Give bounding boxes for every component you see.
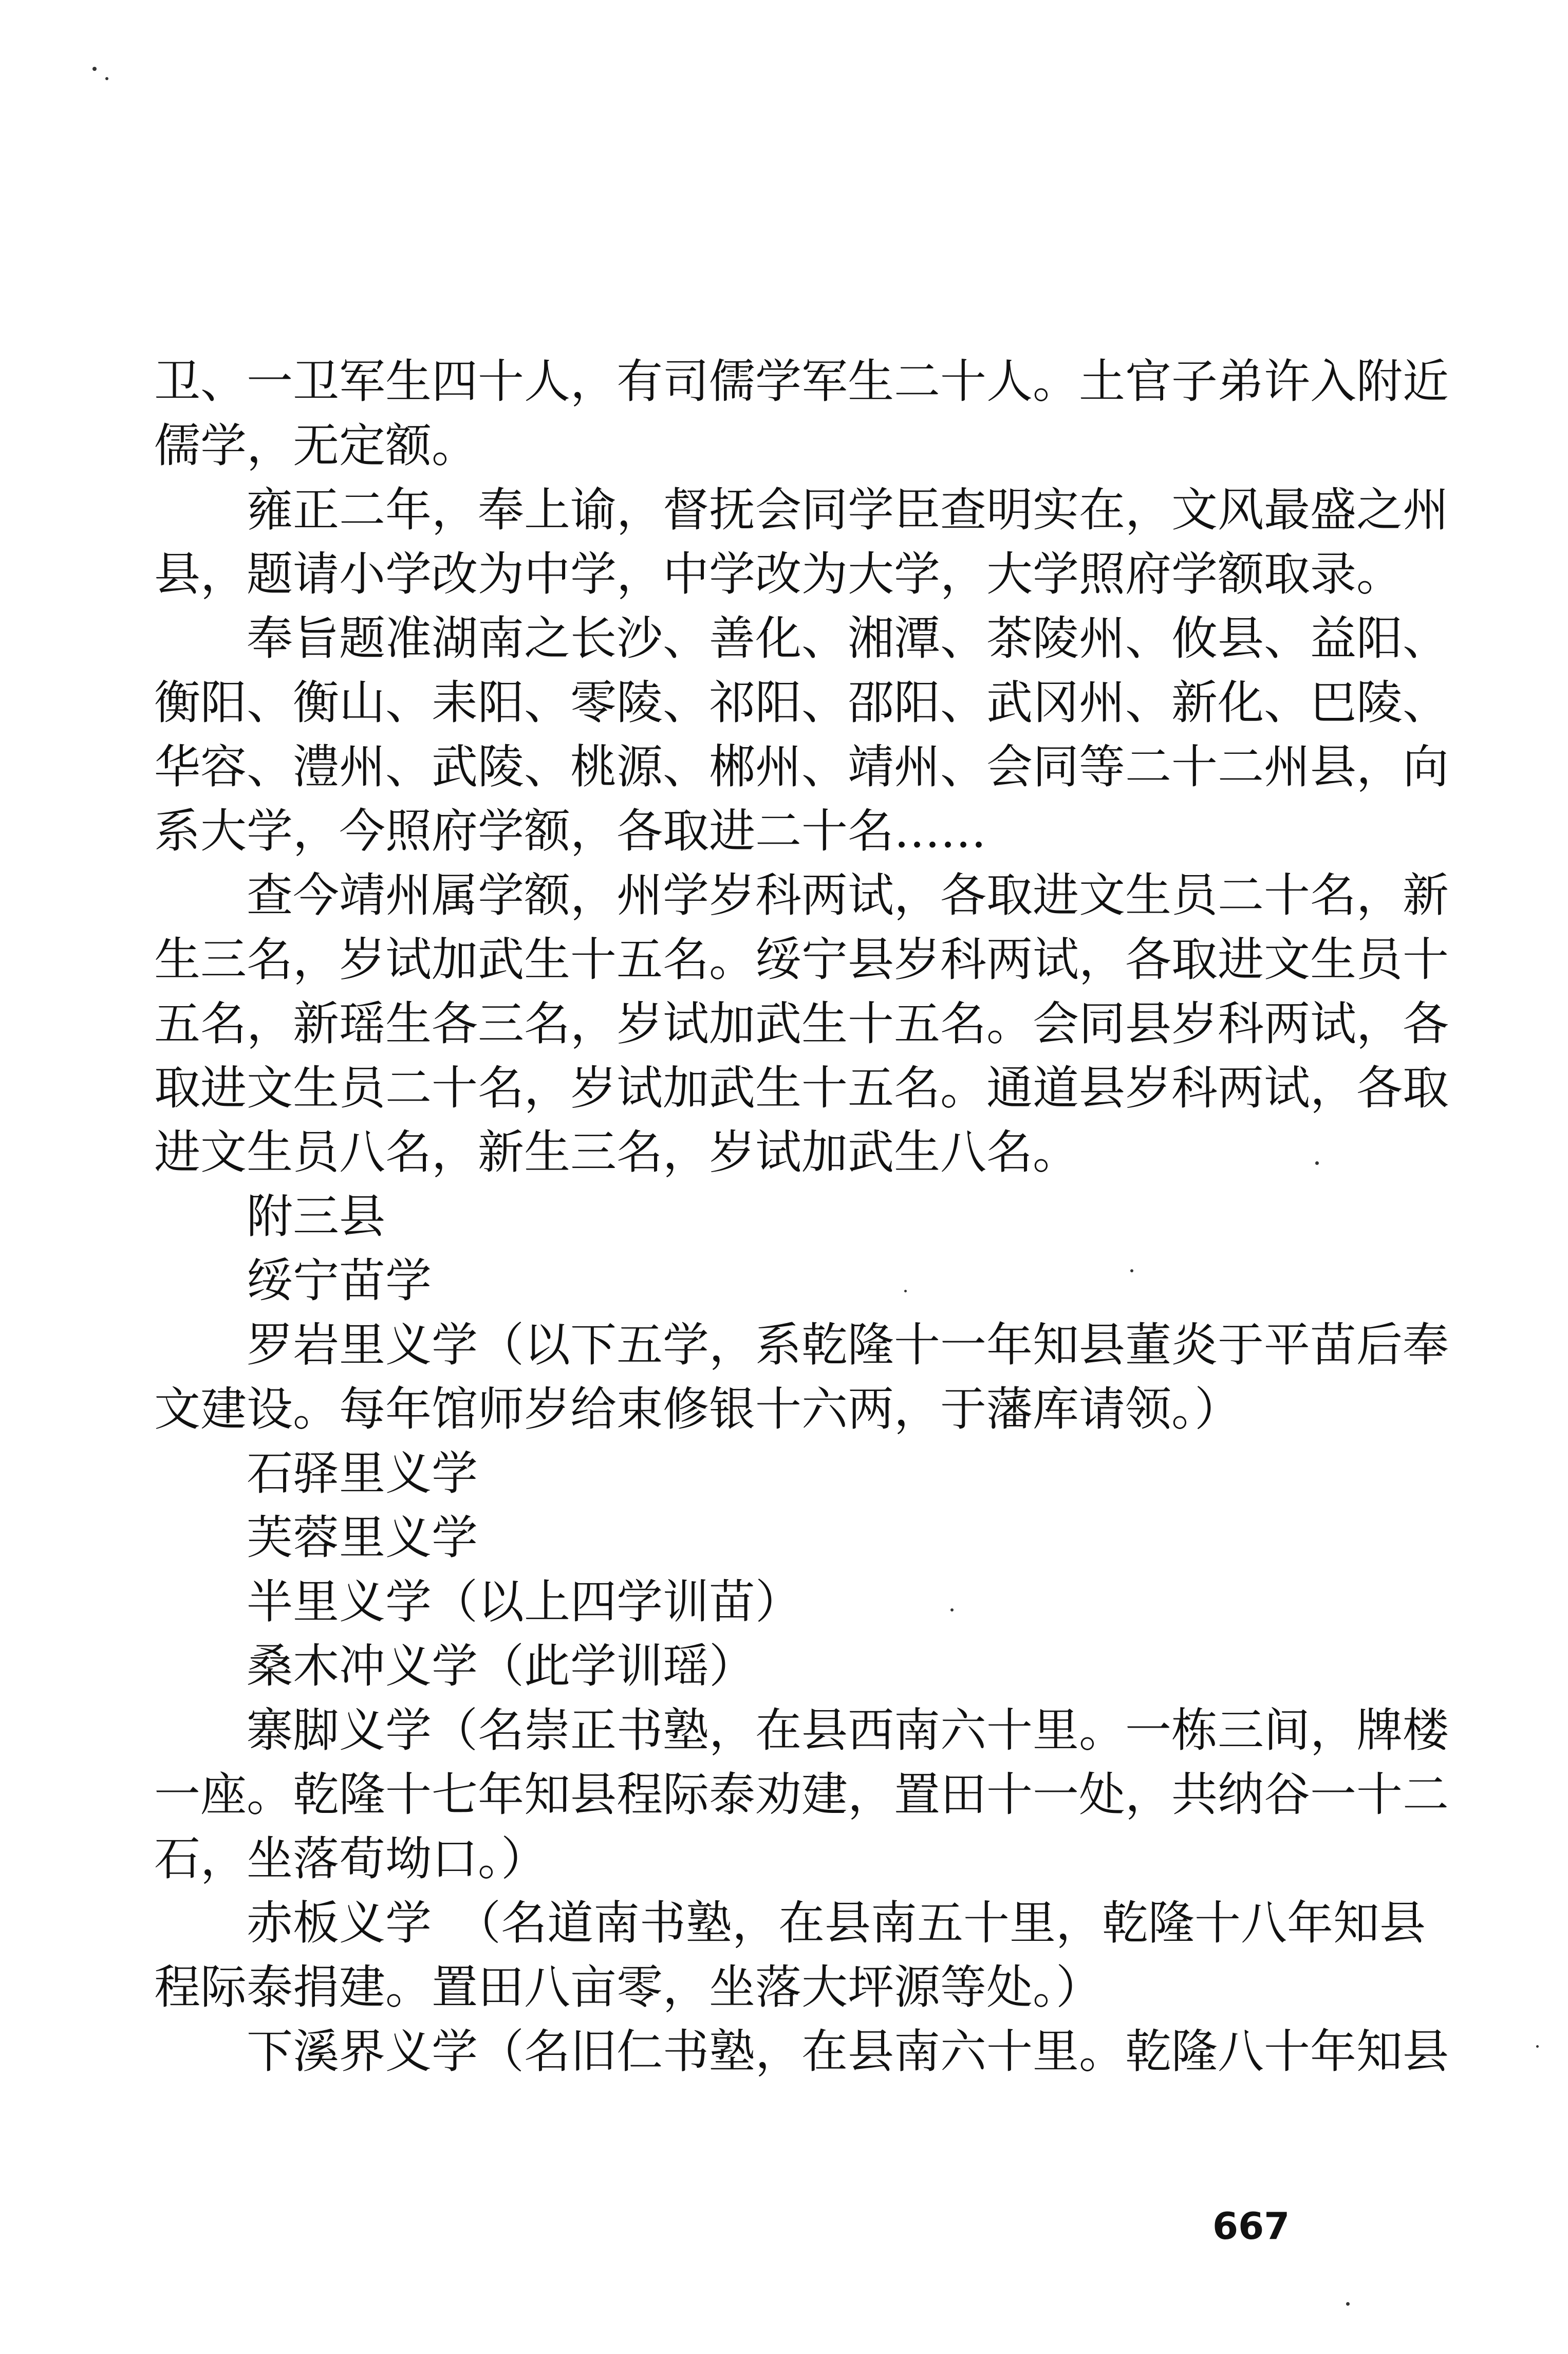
section-heading: 附三县 — [247, 1190, 385, 1244]
text-line: 罗岩里义学（以下五学，系乾隆十一年知县董炎于平苗后奉 — [247, 1318, 1449, 1372]
text-line: 一座。乾隆十七年知县程际泰劝建，置田十一处，共纳谷一十二 — [154, 1768, 1449, 1822]
text-line: 文建设。每年馆师岁给束修银十六两，于藩库请领。） — [154, 1382, 1241, 1436]
text-line: 半里义学（以上四学训苗） — [247, 1575, 801, 1629]
scan-speck — [92, 67, 97, 71]
scan-speck — [1130, 1269, 1133, 1272]
text-line: 石，坐落荀坳口。） — [154, 1832, 547, 1886]
text-line: 系大学，今照府学额，各取进二十名…… — [154, 804, 986, 858]
text-line: 奉旨题准湖南之长沙、善化、湘潭、茶陵州、攸县、益阳、 — [247, 611, 1449, 665]
text-line: 石驿里义学 — [247, 1447, 478, 1500]
text-line: 雍正二年，奉上谕，督抚会同学臣查明实在，文风最盛之州 — [247, 483, 1449, 537]
text-line: 衡阳、衡山、耒阳、零陵、祁阳、邵阳、武冈州、新化、巴陵、 — [154, 676, 1449, 730]
text-line: 五名，新瑶生各三名，岁试加武生十五名。会同县岁科两试，各 — [154, 997, 1449, 1051]
text-line: 儒学，无定额。 — [154, 419, 478, 473]
scan-speck — [1536, 2045, 1539, 2048]
text-line: 下溪界义学（名旧仁书塾，在县南六十里。乾隆八十年知县 — [247, 2025, 1449, 2079]
text-line: 进文生员八名，新生三名，岁试加武生八名。 — [154, 1125, 1079, 1179]
text-line: 赤板义学 （名道南书塾，在县南五十里，乾隆十八年知县 — [247, 1896, 1426, 1950]
text-line: 寨脚义学（名崇正书塾，在县西南六十里。一栋三间，牌楼 — [247, 1703, 1449, 1757]
text-line: 生三名，岁试加武生十五名。绥宁县岁科两试，各取进文生员十 — [154, 933, 1449, 987]
page-number: 667 — [1212, 2204, 1290, 2248]
text-line: 卫、一卫军生四十人，有司儒学军生二十人。土官子弟许入附近 — [154, 355, 1449, 409]
text-line: 查今靖州属学额，州学岁科两试，各取进文生员二十名，新 — [247, 868, 1449, 922]
scan-speck — [950, 1608, 954, 1611]
text-line: 芙蓉里义学 — [247, 1511, 478, 1565]
text-line: 取进文生员二十名，岁试加武生十五名。通道县岁科两试，各取 — [154, 1061, 1449, 1115]
text-line: 桑木冲义学（此学训瑶） — [247, 1639, 755, 1693]
text-line: 县，题请小学改为中学，中学改为大学，大学照府学额取录。 — [154, 547, 1403, 601]
text-line: 华容、澧州、武陵、桃源、郴州、靖州、会同等二十二州县，向 — [154, 740, 1449, 794]
scan-speck — [904, 1290, 907, 1292]
scan-speck — [1346, 2302, 1350, 2306]
scan-speck — [105, 77, 108, 80]
scan-speck — [1315, 1161, 1319, 1165]
text-line: 程际泰捐建。置田八亩零，坐落大坪源等处。） — [154, 1960, 1102, 2014]
section-heading: 绥宁苗学 — [247, 1254, 432, 1308]
body-text — [154, 349, 1449, 2084]
